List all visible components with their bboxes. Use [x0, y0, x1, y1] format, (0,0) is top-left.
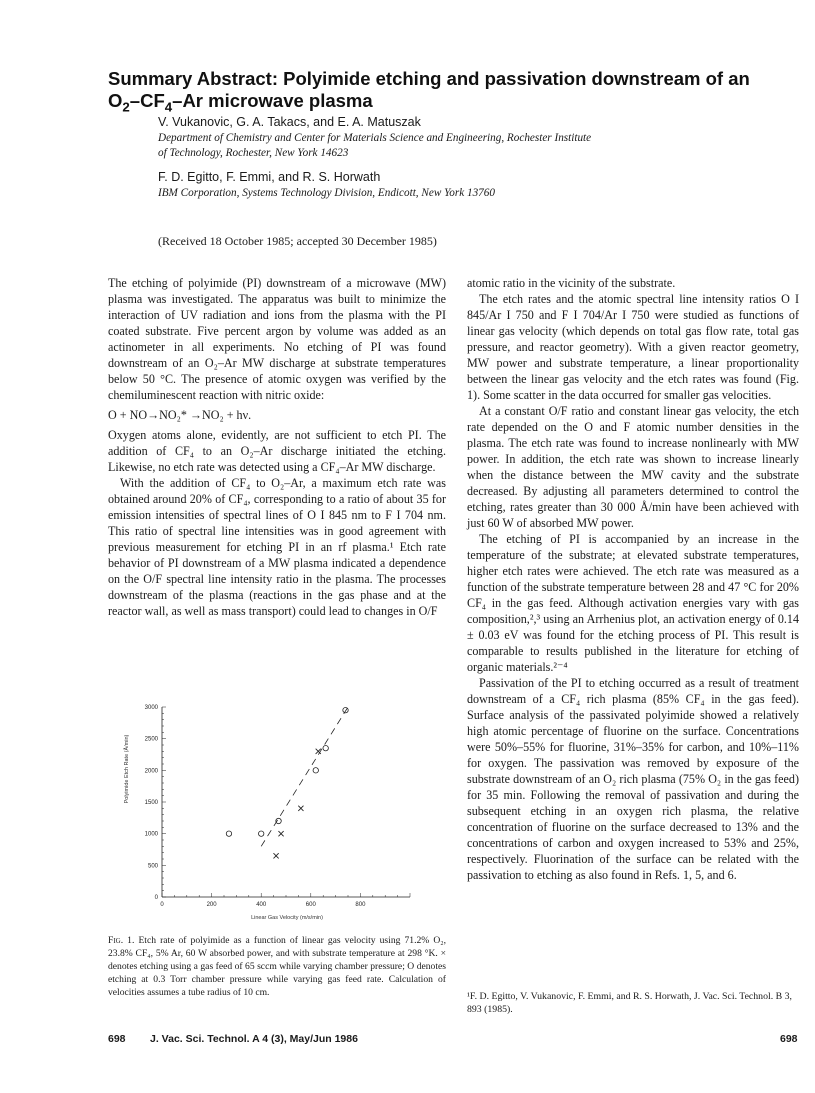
paragraph: The etch rates and the atomic spectral line intensity ratios O I 845/Ar I 750 and F I 704/Ar I 750 were studied as functions of linear gas velocity (which depends on total gas flow rate, total gas pressure, and reactor geometry). With a given reactor geometry, MW power and substrate temperature, a linear proportionality between the linear gas velocity and the etch rates was found (Fig. 1). Some scatter in the data occurred for smaller gas velocities. — [467, 292, 799, 402]
data-point-o — [259, 831, 264, 836]
fit-line — [261, 707, 348, 846]
data-point-o — [313, 768, 318, 773]
paragraph: Oxygen atoms alone, evidently, are not sufficient to etch PI. The addition of CF₄ to an O₂–Ar discharge initiated the etching. Likewise, no etch rate was detected using a CF₄–Ar MW discharge. — [108, 428, 446, 474]
received-date: (Received 18 October 1985; accepted 30 December 1985) — [158, 234, 437, 248]
chart-marks — [226, 707, 348, 858]
data-point-x — [273, 853, 278, 858]
journal-citation: J. Vac. Sci. Technol. A 4 (3), May/Jun 1986 — [150, 1033, 358, 1045]
title-line-2: $O_2-CF_4-Ar$ microwave plasma — [108, 90, 373, 115]
equation: O + NO→NO₂* →NO₂ + hν. — [108, 408, 252, 422]
x-tick-label: 0 — [160, 902, 164, 908]
data-point-o — [323, 745, 328, 750]
y-tick-label: 2500 — [144, 736, 158, 743]
figure-1-chart — [112, 699, 442, 921]
paragraph: With the addition of CF₄ to O₂–Ar, a maximum etch rate was obtained around 20% of CF₄, corresponding to a ratio of about 35 for emission intensities of spectral lines of O I 845 nm to F I 704 nm. This ratio of spectral line intensities was in good agreement with previous measurement for etching PI in an rf plasma.¹ Etch rate behavior of PI downstream of a MW plasma indicated a dependence on the O/F spectral line intensity ratio in the plasma. The processes downstream of the plasma (reactions in the gas phase and at the reactor wall, as well as mass transport) could lead to changes in O/F — [108, 476, 446, 618]
data-point-o — [343, 707, 348, 712]
caption-text: Etch rate of polyimide as a function of linear gas velocity using 71.2% O₂, 23.8% CF₄, 5% Ar, 60 W absorbed power, and with substrate temperature at 298 °K. × denotes etching using a gas feed of 65 sccm while varying chamber pressure; O denotes etching at 0.3 Torr chamber pressure while varying gas feed rate. Calculation of velocities assumes a tube radius of 10 cm. — [108, 935, 446, 999]
affiliation-1: Department of Chemistry and Center for Materials Science and Engineering, Rochester Institute of Technology, Rochester, New York 14623 — [158, 132, 592, 159]
paragraph: Passivation of the PI to etching occurred as a result of treatment downstream of a CF₄ rich plasma (85% CF₄ in the gas feed). Surface analysis of the passivated polyimide showed a relatively high atomic percentage of fluorine on the surface. Concentrations were 50%–55% for fluorine, 31%–35% for carbon, and 10%–11% for oxygen. The passivation was removed by exposure of the substrate downstream of an O₂ rich plasma (75% O₂ in the gas feed) for 35 min. Following the removal of passivation and during the subsequent etching in an oxygen rich plasma, the relative concentration of fluorine on the surface decreased to 13% and the concentrations of carbon and oxygen increased to 53% and 25%, respectively. Fluorination of the surface can be related with the passivation to etching as also found in Refs. 1, 5, and 6. — [467, 676, 799, 882]
y-tick-label: 2000 — [144, 768, 158, 775]
paragraph: The etching of polyimide (PI) downstream of a microwave (MW) plasma was investigated. The apparatus was built to minimize the interaction of UV radiation and ions from the plasma with the PI coated substrate. Five percent argon by volume was added as an actinometer in all experiments. No etching of PI was found downstream of an O₂–Ar MW discharge at substrate temperatures below 50 °C. The presence of atomic oxygen was verified by the chemiluminescent reaction with nitric oxide: — [108, 276, 446, 402]
authors-group-2: F. D. Egitto, F. Emmi, and R. S. Horwath — [158, 170, 381, 184]
figure-caption — [108, 934, 446, 999]
y-tick-label: 500 — [147, 863, 158, 870]
right-column — [467, 275, 799, 883]
paragraph: At a constant O/F ratio and constant linear gas velocity, the etch rate depended on the O and F atomic number densities in the plasma. The etch rate was found to increase nonlinearly with MW power. In addition, the etch rate was shown to increase linearly when the distance between the MW cavity and the substrate decreased. By adjusting all parameters determined to control the etching, rates greater than 30 000 Å/min have been achieved with just 60 W of absorbed MW power. — [467, 404, 799, 530]
figure-label: Fig. 1. — [108, 935, 135, 946]
x-axis-label: Linear Gas Velocity (m/s/min) — [251, 915, 323, 921]
y-tick-label: 0 — [154, 895, 158, 901]
x-tick-label: 200 — [206, 902, 217, 908]
x-tick-label: 400 — [256, 902, 267, 908]
left-column — [108, 275, 446, 619]
x-tick-label: 600 — [305, 902, 316, 908]
data-point-x — [278, 831, 283, 836]
chart-axes — [145, 705, 410, 908]
affiliation-2: IBM Corporation, Systems Technology Division, Endicott, New York 13760 — [158, 187, 495, 199]
footnote: ¹F. D. Egitto, V. Vukanovic, F. Emmi, and R. S. Horwath, J. Vac. Sci. Technol. B 3, 893 (1985). — [467, 991, 792, 1015]
title-line-1: Summary Abstract: Polyimide etching and passivation downstream of an — [108, 68, 750, 89]
paragraph: The etching of PI is accompanied by an increase in the temperature of the substrate; at elevated substrate temperatures, higher etch rates were achieved. The etch rate was measured as a function of the substrate temperature between 28 and 47 °C for 20% CF₄ in the gas feed. Although activation energies vary with gas composition,²,³ using an Arrhenius plot, an activation energy of 0.14 ± 0.03 eV was found for the etching process of PI. This result is comparable to results published in the literature for etching of organic materials.²⁻⁴ — [467, 532, 799, 674]
data-point-x — [298, 806, 303, 811]
y-tick-label: 3000 — [144, 705, 158, 711]
paper-title — [108, 68, 788, 115]
page-number-left: 698 — [108, 1033, 126, 1045]
page-number-right: 698 — [780, 1033, 798, 1045]
x-tick-label: 800 — [355, 902, 366, 908]
y-tick-label: 1000 — [144, 831, 158, 838]
y-axis-label: Polyimide Etch Rate (Å/min) — [124, 734, 130, 804]
paragraph: atomic ratio in the vicinity of the substrate. — [467, 276, 676, 290]
data-point-o — [226, 831, 231, 836]
authors-group-1: V. Vukanovic, G. A. Takacs, and E. A. Matuszak — [158, 115, 421, 129]
y-tick-label: 1500 — [144, 800, 158, 806]
